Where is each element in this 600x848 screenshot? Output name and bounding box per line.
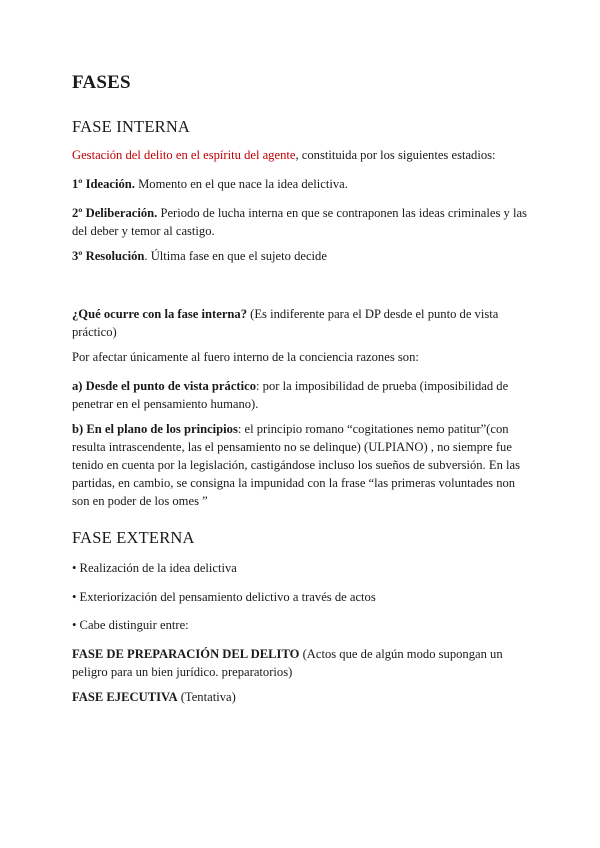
reason-label: a) Desde el punto de vista práctico [72, 379, 256, 393]
stage-text: Momento en el que nace la idea delictiva. [134, 177, 348, 191]
reasons-intro: Por afectar únicamente al fuero interno de la conciencia razones son: [72, 350, 419, 364]
intro-rest: , constituida por los siguientes estadios: [295, 148, 496, 162]
stage-ideacion [72, 175, 532, 193]
bullet-item: • Realización de la idea delictiva [72, 561, 237, 575]
stage-label: 1º Ideación. [72, 177, 135, 191]
fase-preparacion [72, 645, 532, 681]
stage-label: 2º Deliberación. [72, 206, 158, 220]
stage-deliberacion [72, 204, 532, 240]
ejecutiva-label: FASE EJECUTIVA [72, 690, 178, 704]
question-label: ¿Qué ocurre con la fase interna? [72, 307, 248, 321]
stage-text: . Última fase en que el sujeto decide [144, 249, 327, 263]
intro-paragraph [72, 146, 532, 164]
ejecutiva-text: (Tentativa) [177, 690, 236, 704]
intro-highlight: Gestación del delito en el espíritu del agente [72, 148, 296, 162]
stage-resolucion [72, 247, 532, 265]
fase-ejecutiva [72, 688, 532, 706]
document-title: FASES [72, 72, 131, 93]
reason-principios [72, 420, 532, 510]
bullet-item: • Exteriorización del pensamiento delictivo a través de actos [72, 590, 376, 604]
reason-practico [72, 377, 532, 413]
preparacion-text: (Actos que de algún modo supongan un peligro para un bien jurídico. preparatorios) [72, 647, 503, 679]
bullet-item: • Cabe distinguir entre: [72, 618, 189, 632]
stage-text: Periodo de lucha interna en que se contraponen las ideas criminales y las del deber y temor al castigo. [72, 206, 527, 238]
question-text: (Es indiferente para el DP desde el punto de vista práctico) [72, 307, 499, 339]
question-paragraph [72, 305, 532, 341]
preparacion-label: FASE DE PREPARACIÓN DEL DELITO [72, 647, 300, 661]
heading-fase-externa: FASE EXTERNA [72, 528, 195, 547]
stage-label: 3º Resolución [72, 249, 145, 263]
reason-text: : el principio romano “cogitationes nemo patitur”(con resulta intrascendente, las el pensamiento no se delinque) (ULPIANO) , no siempre fue tenido en cuenta por la legislación, castigándose incluso los sueños de subversión. En las partidas, en cambio, se consigna la impunidad con la frase “las primeras voluntades non son en poder de los omes ” [72, 422, 521, 508]
reason-text: : por la imposibilidad de prueba (imposibilidad de penetrar en el pensamiento humano). [72, 379, 509, 411]
reason-label: b) En el plano de los principios [72, 422, 238, 436]
heading-fase-interna: FASE INTERNA [72, 117, 191, 136]
